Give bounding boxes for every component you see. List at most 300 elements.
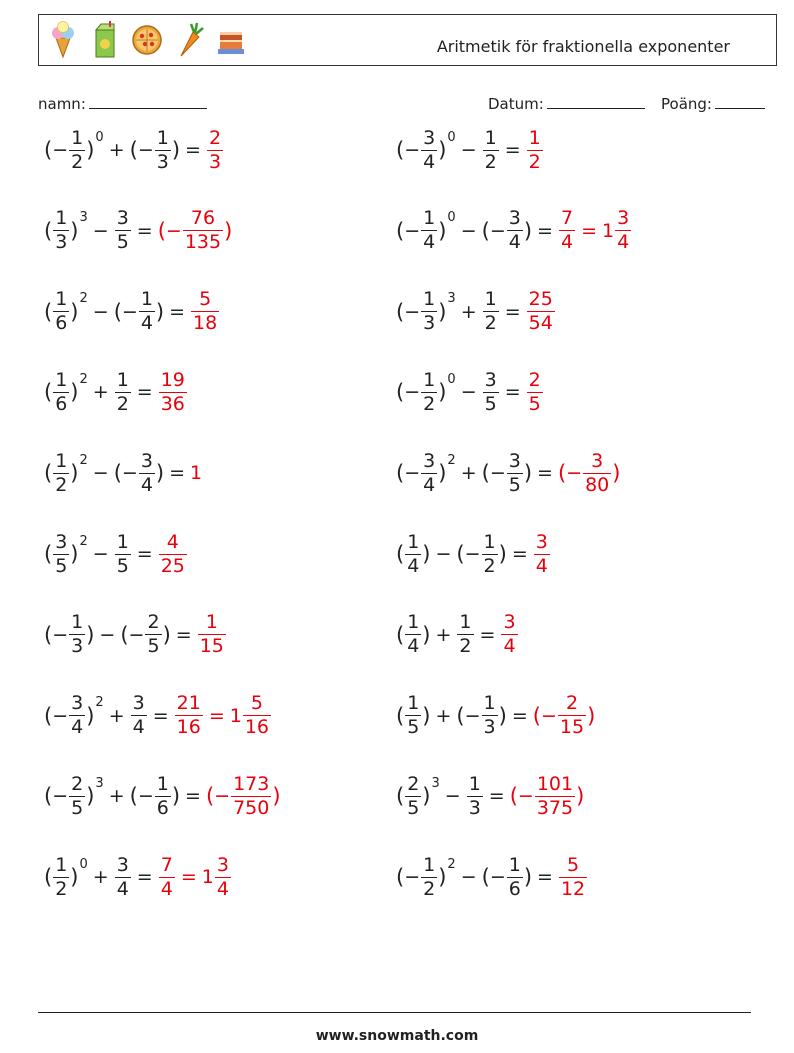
open-paren: ( (396, 299, 405, 324)
fraction (483, 126, 499, 173)
answer (158, 530, 188, 577)
exponent: 2 (447, 452, 456, 468)
mixed-number (602, 209, 632, 252)
operator: − (92, 300, 109, 323)
denominator: 4 (423, 231, 436, 254)
term (44, 694, 104, 737)
denominator: 4 (407, 635, 420, 658)
equals-sign: = (504, 139, 521, 161)
minus-sign: − (517, 785, 534, 808)
numerator: 3 (423, 126, 436, 149)
equals-sign: = (537, 866, 553, 889)
term (509, 772, 585, 819)
whole-part: 1 (201, 866, 214, 889)
fraction (559, 209, 575, 252)
term (396, 368, 456, 415)
term (44, 530, 88, 577)
term (396, 290, 456, 333)
close-paren: ) (523, 461, 533, 486)
problem-row (396, 689, 595, 743)
fraction (482, 530, 498, 577)
answer (533, 694, 596, 737)
denominator: 4 (560, 231, 574, 254)
numerator: 1 (484, 288, 497, 311)
open-paren: ( (456, 703, 465, 728)
exponent: 0 (447, 371, 456, 387)
worksheet-title: Aritmetik för fraktionella exponenter (436, 37, 730, 56)
minus-sign: − (464, 704, 481, 727)
open-paren: ( (44, 622, 53, 647)
exponent: 3 (431, 775, 440, 791)
open-paren: ( (205, 784, 215, 809)
minus-sign: − (52, 623, 69, 646)
date-blank[interactable] (547, 94, 645, 109)
fraction (53, 530, 69, 577)
denominator: 4 (423, 150, 436, 173)
close-paren: ) (523, 865, 533, 890)
close-paren: ) (70, 461, 79, 486)
numerator: 5 (199, 288, 212, 311)
problem-row (44, 446, 202, 500)
denominator: 6 (55, 312, 68, 335)
open-paren: ( (44, 461, 53, 486)
fraction (482, 694, 498, 737)
denominator: 5 (407, 716, 420, 739)
fraction (405, 694, 421, 737)
equals-sign: = (136, 866, 153, 889)
term (44, 209, 88, 252)
open-paren: ( (396, 542, 405, 566)
numerator: 3 (71, 692, 84, 715)
operator: + (92, 866, 109, 889)
fraction (558, 694, 586, 737)
close-paren: ) (438, 461, 447, 486)
close-paren: ) (272, 784, 281, 809)
term (130, 694, 148, 737)
operator: − (99, 623, 116, 646)
term (396, 772, 440, 819)
operator: − (92, 219, 109, 242)
answer (533, 530, 551, 577)
numerator: 19 (160, 368, 185, 391)
open-paren: ( (396, 138, 405, 162)
problem-row (44, 527, 188, 581)
fraction (159, 853, 175, 900)
whole-part: 1 (601, 219, 615, 242)
term (533, 530, 551, 577)
denominator: 16 (244, 716, 270, 739)
numerator: 7 (160, 853, 173, 876)
numerator: 173 (233, 772, 270, 795)
problem-row (44, 608, 227, 662)
operator: − (92, 462, 109, 485)
fraction (231, 772, 271, 819)
fraction (527, 368, 543, 415)
numerator: 2 (208, 126, 222, 149)
problem-row (396, 769, 584, 823)
numerator: 1 (407, 692, 420, 715)
operator: = (581, 219, 597, 242)
minus-sign: − (121, 300, 138, 323)
open-paren: ( (481, 461, 490, 486)
answer (509, 772, 585, 819)
exponent: 2 (79, 533, 88, 549)
numerator: 3 (591, 449, 604, 472)
problem-row (44, 365, 188, 419)
equals-sign: = (136, 381, 153, 404)
open-paren: ( (44, 380, 53, 405)
open-paren: ( (157, 218, 166, 243)
term (158, 853, 176, 900)
fraction (534, 530, 550, 577)
term (114, 530, 132, 577)
open-paren: ( (396, 703, 405, 728)
term (466, 772, 484, 819)
footer-divider (38, 1012, 751, 1013)
numerator: 2 (565, 692, 579, 715)
pizza-icon (131, 21, 163, 59)
footer-url: www.snowmath.com (315, 1028, 479, 1044)
close-paren: ) (576, 784, 585, 809)
minus-sign: − (52, 785, 69, 808)
fraction (155, 126, 171, 173)
problem-row (396, 365, 544, 419)
equals-sign: = (136, 219, 153, 242)
denominator: 6 (508, 877, 521, 900)
fraction (198, 613, 226, 656)
open-paren: ( (396, 461, 405, 486)
open-paren: ( (44, 784, 53, 809)
denominator: 15 (559, 716, 585, 739)
numerator: 1 (71, 611, 84, 634)
fraction (467, 772, 483, 819)
numerator: 1 (407, 611, 420, 634)
term (44, 368, 88, 415)
mixed-number (230, 694, 272, 737)
problem-row (396, 850, 588, 904)
close-paren: ) (224, 218, 233, 243)
exponent: 0 (447, 129, 456, 145)
fraction (175, 694, 203, 737)
term (113, 449, 165, 496)
fraction (421, 126, 437, 173)
denominator: 2 (55, 877, 68, 900)
score-field[interactable] (661, 94, 765, 113)
fraction (191, 290, 219, 333)
fraction (159, 368, 187, 415)
answer (557, 449, 621, 496)
name-field[interactable] (38, 94, 207, 113)
close-paren: ) (422, 622, 431, 647)
numerator: 7 (560, 207, 574, 230)
fraction (527, 290, 555, 333)
denominator: 3 (468, 796, 481, 819)
close-paren: ) (70, 218, 79, 243)
term (158, 368, 188, 415)
fraction (53, 290, 69, 333)
open-paren: ( (113, 299, 122, 324)
fraction (69, 613, 85, 656)
term (129, 126, 181, 173)
fraction (405, 613, 421, 656)
exponent: 0 (447, 210, 456, 226)
denominator: 2 (423, 877, 436, 900)
numerator: 1 (205, 611, 218, 634)
fraction (53, 449, 69, 496)
numerator: 1 (55, 207, 68, 230)
open-paren: ( (481, 865, 490, 890)
equals-sign: = (504, 381, 521, 404)
denominator: 4 (503, 635, 516, 658)
denominator: 3 (423, 312, 436, 335)
juice-box-icon (89, 21, 121, 59)
close-paren: ) (422, 542, 431, 566)
operator: + (460, 462, 477, 485)
numerator: 3 (116, 207, 129, 230)
minus-sign: − (404, 462, 421, 485)
open-paren: ( (129, 138, 138, 162)
denominator: 54 (528, 312, 553, 335)
operator: + (460, 300, 477, 323)
numerator: 76 (190, 207, 216, 230)
minus-sign: − (404, 866, 421, 889)
numerator: 2 (407, 772, 420, 795)
denominator: 2 (528, 150, 541, 173)
close-paren: ) (612, 461, 621, 486)
denominator: 3 (55, 231, 68, 254)
term (526, 126, 544, 173)
fraction (421, 853, 437, 900)
numerator: 3 (508, 449, 521, 472)
minus-sign: − (137, 139, 154, 161)
numerator: 101 (536, 772, 574, 795)
denominator: 2 (483, 554, 496, 577)
problem-row (44, 204, 232, 258)
fraction (507, 209, 523, 252)
term (558, 853, 588, 900)
numerator: 3 (535, 530, 548, 553)
denominator: 4 (216, 877, 229, 900)
problem-row (396, 446, 620, 500)
exponent: 2 (447, 856, 456, 872)
close-paren: ) (438, 380, 447, 405)
close-paren: ) (70, 542, 79, 566)
term (396, 694, 431, 737)
numerator: 3 (484, 368, 497, 391)
open-paren: ( (44, 865, 53, 890)
denominator: 4 (508, 231, 521, 254)
operator: − (460, 866, 477, 889)
mixed-number (201, 853, 232, 900)
open-paren: ( (456, 542, 465, 566)
fraction (501, 613, 517, 656)
exponent: 0 (95, 129, 104, 145)
denominator: 5 (407, 796, 420, 819)
term (190, 290, 220, 333)
close-paren: ) (86, 784, 95, 809)
open-paren: ( (396, 218, 405, 243)
denominator: 4 (617, 231, 630, 254)
equals-sign: = (488, 785, 505, 808)
fraction (69, 126, 85, 173)
fraction (207, 126, 223, 173)
cake-icon (215, 21, 247, 59)
minus-sign: − (566, 462, 583, 485)
term (456, 694, 506, 737)
exponent: 0 (79, 856, 88, 872)
fraction (535, 772, 575, 819)
term (120, 613, 170, 656)
whole-part: 1 (229, 704, 242, 727)
numerator: 1 (468, 772, 481, 795)
denominator: 16 (176, 716, 201, 739)
fraction (457, 613, 473, 656)
operator: − (435, 543, 452, 565)
term (558, 209, 576, 252)
term (44, 126, 104, 173)
operator: + (435, 704, 452, 727)
close-paren: ) (587, 703, 596, 728)
equals-sign: = (185, 139, 201, 161)
numerator: 21 (176, 692, 201, 715)
equals-sign: = (504, 300, 521, 323)
close-paren: ) (171, 784, 181, 809)
close-paren: ) (438, 299, 447, 324)
term (44, 449, 88, 496)
denominator: 4 (132, 716, 145, 739)
open-paren: ( (113, 461, 122, 486)
numerator: 1 (71, 126, 84, 149)
open-paren: ( (396, 784, 405, 809)
term (44, 290, 88, 333)
numerator: 3 (116, 853, 129, 876)
numerator: 25 (528, 288, 553, 311)
equals-sign: = (537, 219, 553, 242)
numerator: 3 (132, 692, 145, 715)
fraction (405, 772, 421, 819)
fraction (507, 449, 523, 496)
denominator: 4 (140, 312, 153, 335)
close-paren: ) (70, 380, 79, 405)
answer (158, 368, 188, 415)
answer (174, 694, 272, 737)
minus-sign: − (52, 704, 69, 727)
numerator: 1 (423, 853, 436, 876)
term (482, 290, 500, 333)
denominator: 5 (116, 554, 129, 577)
close-paren: ) (438, 218, 447, 243)
operator: + (108, 704, 125, 727)
denominator: 2 (423, 392, 436, 415)
open-paren: ( (557, 461, 567, 486)
answer (206, 126, 224, 173)
equals-sign: = (185, 785, 201, 808)
worksheet-header (38, 14, 777, 66)
exponent: 3 (95, 775, 104, 791)
operator: − (444, 785, 461, 808)
term (205, 772, 281, 819)
denominator: 2 (116, 392, 129, 415)
operator: − (460, 381, 477, 404)
close-paren: ) (171, 138, 181, 162)
operator: + (435, 623, 452, 646)
term (481, 853, 533, 900)
operator: + (108, 139, 125, 161)
denominator: 5 (71, 796, 84, 819)
operator: − (92, 543, 109, 565)
fraction (115, 209, 131, 252)
close-paren: ) (70, 299, 79, 324)
date-field[interactable] (488, 94, 645, 113)
close-paren: ) (162, 622, 171, 647)
problem-row (44, 769, 281, 823)
denominator: 3 (156, 150, 169, 173)
fraction (131, 694, 147, 737)
answer (205, 772, 281, 819)
open-paren: ( (396, 380, 405, 405)
score-label: Poäng: (661, 95, 712, 113)
term (456, 613, 474, 656)
numerator: 3 (55, 530, 68, 553)
denominator: 3 (208, 150, 222, 173)
fraction (115, 530, 131, 577)
minus-sign: − (137, 785, 154, 808)
minus-sign: − (489, 219, 506, 242)
header-icons (47, 21, 247, 59)
denominator: 5 (484, 392, 497, 415)
problem-row (396, 285, 556, 339)
numerator: 1 (423, 288, 436, 311)
minus-sign: − (404, 219, 421, 242)
problem-row (44, 850, 232, 904)
close-paren: ) (498, 542, 507, 566)
equals-sign: = (175, 623, 192, 646)
name-blank[interactable] (89, 94, 207, 109)
minus-sign: − (52, 139, 69, 161)
numerator: 5 (567, 853, 580, 876)
answer (526, 368, 544, 415)
fraction (421, 290, 437, 333)
denominator: 6 (156, 796, 169, 819)
denominator: 2 (459, 635, 472, 658)
operator: − (460, 139, 477, 161)
score-blank[interactable] (715, 94, 765, 109)
denominator: 2 (484, 150, 497, 173)
term (114, 209, 132, 252)
open-paren: ( (44, 542, 53, 566)
numerator: 1 (156, 772, 169, 795)
denominator: 4 (116, 877, 129, 900)
fraction (243, 694, 271, 737)
exponent: 2 (95, 695, 104, 711)
fraction (405, 530, 421, 577)
answer (558, 209, 632, 252)
ice-cream-icon (47, 21, 79, 59)
fraction (183, 209, 223, 252)
exponent: 2 (79, 452, 88, 468)
open-paren: ( (44, 218, 53, 243)
numerator: 1 (483, 692, 496, 715)
numerator: 1 (55, 368, 68, 391)
fraction (69, 772, 85, 819)
minus-sign: − (128, 623, 145, 646)
fraction (53, 368, 69, 415)
numerator: 1 (55, 449, 68, 472)
numerator: 1 (483, 530, 496, 553)
term (158, 209, 233, 252)
operator: − (460, 219, 477, 242)
numerator: 3 (140, 449, 153, 472)
